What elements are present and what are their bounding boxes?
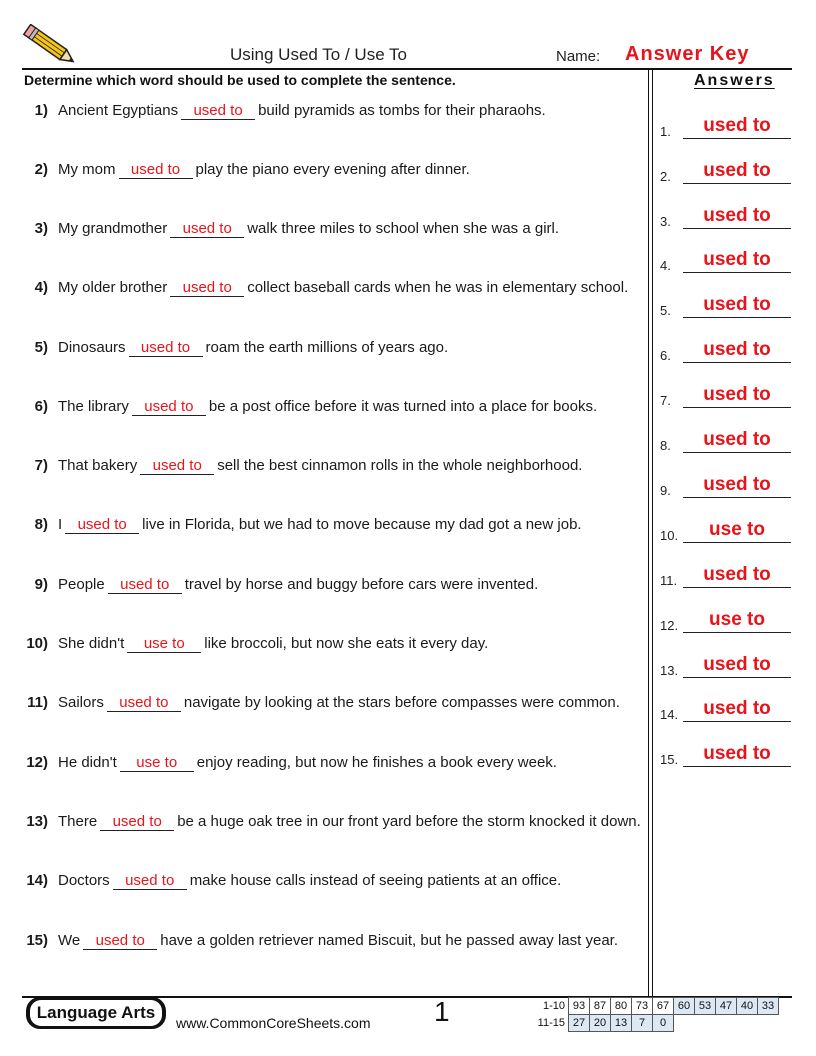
answer-number: 12. — [660, 618, 679, 633]
question-text-after: like broccoli, but now she eats it every day. — [204, 635, 489, 652]
answer-item — [660, 698, 792, 722]
question-text-before: We — [58, 932, 81, 949]
question-number: 11) — [27, 694, 48, 711]
question-item — [18, 101, 648, 120]
answer-blank: used to — [108, 576, 182, 594]
brand-label: Language Arts — [30, 1000, 162, 1026]
answer-value: use to — [683, 608, 791, 633]
score-cell: 47 — [716, 998, 737, 1015]
answer-value: used to — [683, 473, 791, 498]
answer-value: used to — [683, 204, 791, 229]
answer-value: used to — [683, 383, 791, 408]
score-row-label: 11-15 — [537, 1017, 565, 1029]
question-text-before: My grandmother — [58, 220, 168, 237]
question-text-after: enjoy reading, but now he finishes a book every week. — [196, 754, 557, 771]
score-spacer — [737, 1015, 758, 1032]
answer-number: 8. — [660, 438, 671, 453]
question-number: 3) — [34, 220, 48, 237]
question-text-before: There — [58, 813, 98, 830]
answer-number: 15. — [660, 752, 679, 767]
score-cell: 80 — [611, 998, 632, 1015]
website-link: www.CommonCoreSheets.com — [176, 1015, 371, 1031]
answer-value: used to — [683, 742, 791, 767]
question-text-before: My mom — [58, 161, 116, 178]
answer-item — [660, 384, 792, 408]
answer-value: used to — [683, 159, 791, 184]
score-cell: 20 — [590, 1015, 611, 1032]
answer-number: 2. — [660, 169, 671, 184]
answer-item — [660, 654, 792, 678]
answer-value: used to — [683, 248, 791, 273]
question-text-after: play the piano every evening after dinner. — [195, 161, 470, 178]
question-text-after: collect baseball cards when he was in elementary school. — [247, 279, 629, 296]
worksheet-title: Using Used To / Use To — [230, 45, 408, 64]
answer-item — [660, 249, 792, 273]
answer-blank: use to — [120, 754, 194, 772]
question-number: 9) — [34, 576, 48, 593]
question-number: 10) — [26, 635, 48, 652]
answer-number: 9. — [660, 483, 671, 498]
answer-item — [660, 115, 792, 139]
question-text-after: be a post office before it was turned into a place for books. — [208, 398, 598, 415]
question-text-after: sell the best cinnamon rolls in the whole neighborhood. — [217, 457, 583, 474]
question-number: 1) — [34, 102, 48, 119]
answer-value: use to — [683, 518, 791, 543]
question-item — [18, 278, 648, 297]
question-item — [18, 397, 648, 416]
question-text-before: She didn't — [58, 635, 125, 652]
answer-number: 7. — [660, 393, 671, 408]
question-number: 14) — [26, 872, 48, 889]
answer-blank: used to — [129, 339, 203, 357]
score-cell: 0 — [653, 1015, 674, 1032]
question-number: 5) — [34, 339, 48, 356]
question-text-after: make house calls instead of seeing patients at an office. — [189, 872, 562, 889]
answer-item — [660, 609, 792, 633]
answer-blank: used to — [170, 220, 244, 238]
question-item — [18, 634, 648, 653]
score-cell: 67 — [653, 998, 674, 1015]
question-item — [18, 812, 648, 831]
question-item — [18, 931, 648, 950]
score-cell: 87 — [590, 998, 611, 1015]
question-number: 6) — [34, 398, 48, 415]
question-item — [18, 871, 648, 890]
score-cell: 53 — [695, 998, 716, 1015]
answer-number: 13. — [660, 663, 679, 678]
answer-blank: used to — [100, 813, 174, 831]
answer-item — [660, 474, 792, 498]
answer-value: used to — [683, 293, 791, 318]
answer-item — [660, 564, 792, 588]
answer-number: 1. — [660, 124, 671, 139]
score-spacer — [758, 1015, 779, 1032]
question-text-before: The library — [58, 398, 129, 415]
answer-blank: used to — [140, 457, 214, 475]
answer-blank: used to — [170, 279, 244, 297]
answer-item — [660, 743, 792, 767]
question-item — [18, 219, 648, 238]
question-number: 12) — [26, 754, 48, 771]
brand-badge — [26, 997, 166, 1029]
answer-number: 11. — [660, 573, 678, 588]
answer-number: 10. — [660, 528, 679, 543]
score-row — [527, 1015, 779, 1032]
score-cell: 93 — [569, 998, 590, 1015]
question-text-after: navigate by looking at the stars before compasses were common. — [183, 694, 620, 711]
question-number: 4) — [34, 279, 48, 296]
answer-value: used to — [683, 653, 791, 678]
question-text-after: live in Florida, but we had to move because my dad got a new job. — [142, 516, 582, 533]
question-item — [18, 515, 648, 534]
answer-item — [660, 205, 792, 229]
question-text-before: Sailors — [58, 694, 104, 711]
question-text-before: He didn't — [58, 754, 117, 771]
question-text-after: be a huge oak tree in our front yard before the storm knocked it down. — [177, 813, 641, 830]
answer-item — [660, 160, 792, 184]
question-text-before: Ancient Egyptians — [58, 102, 179, 119]
answer-key-label: Answer Key — [625, 43, 750, 65]
question-text-after: build pyramids as tombs for their pharaohs. — [258, 102, 546, 119]
question-text-before: Dinosaurs — [58, 339, 126, 356]
question-number: 2) — [34, 161, 48, 178]
question-item — [18, 456, 648, 475]
answer-item — [660, 294, 792, 318]
question-text-after: have a golden retriever named Biscuit, but he passed away last year. — [160, 932, 618, 949]
answer-item — [660, 429, 792, 453]
question-number: 8) — [34, 516, 48, 533]
column-divider — [648, 68, 653, 996]
answer-number: 14. — [660, 707, 679, 722]
answer-blank: used to — [119, 161, 193, 179]
score-cell: 27 — [569, 1015, 590, 1032]
score-cell: 33 — [758, 998, 779, 1015]
answer-value: used to — [683, 338, 791, 363]
answer-value: used to — [683, 697, 791, 722]
answer-number: 4. — [660, 258, 671, 273]
question-text-before: I — [58, 516, 63, 533]
score-spacer — [695, 1015, 716, 1032]
score-table — [527, 997, 779, 1032]
instructions: Determine which word should be used to complete the sentence. — [24, 72, 456, 88]
score-spacer — [674, 1015, 695, 1032]
answer-item — [660, 339, 792, 363]
score-spacer — [716, 1015, 737, 1032]
answer-number: 6. — [660, 348, 671, 363]
answer-number: 5. — [660, 303, 671, 318]
score-cell: 7 — [632, 1015, 653, 1032]
question-number: 15) — [26, 932, 48, 949]
answer-blank: used to — [181, 102, 255, 120]
question-text-before: My older brother — [58, 279, 168, 296]
answer-blank: used to — [113, 872, 187, 890]
answer-value: used to — [683, 428, 791, 453]
pencil-icon — [22, 24, 80, 68]
question-item — [18, 693, 648, 712]
answer-blank: used to — [65, 516, 139, 534]
answer-blank: used to — [132, 398, 206, 416]
answer-blank: used to — [83, 932, 157, 950]
question-text-after: travel by horse and buggy before cars were invented. — [184, 576, 539, 593]
question-text-before: Doctors — [58, 872, 110, 889]
answer-value: used to — [683, 563, 791, 588]
score-cell: 60 — [674, 998, 695, 1015]
question-item — [18, 753, 648, 772]
question-text-before: People — [58, 576, 105, 593]
question-item — [18, 338, 648, 357]
answer-blank: use to — [127, 635, 201, 653]
score-cell: 73 — [632, 998, 653, 1015]
answer-value: used to — [683, 114, 791, 139]
question-text-after: roam the earth millions of years ago. — [205, 339, 449, 356]
question-item — [18, 160, 648, 179]
score-row — [527, 998, 779, 1015]
header-divider — [22, 68, 792, 70]
score-row-label: 1-10 — [542, 1000, 565, 1012]
answer-blank: used to — [107, 694, 181, 712]
score-cell: 13 — [611, 1015, 632, 1032]
name-label: Name: — [556, 48, 601, 65]
answer-number: 3. — [660, 214, 671, 229]
question-number: 7) — [34, 457, 48, 474]
answer-item — [660, 519, 792, 543]
question-number: 13) — [26, 813, 48, 830]
question-item — [18, 575, 648, 594]
question-text-after: walk three miles to school when she was a girl. — [247, 220, 560, 237]
page-number: 1 — [434, 996, 450, 1027]
question-text-before: That bakery — [58, 457, 138, 474]
answers-heading: Answers — [694, 72, 775, 89]
score-cell: 40 — [737, 998, 758, 1015]
